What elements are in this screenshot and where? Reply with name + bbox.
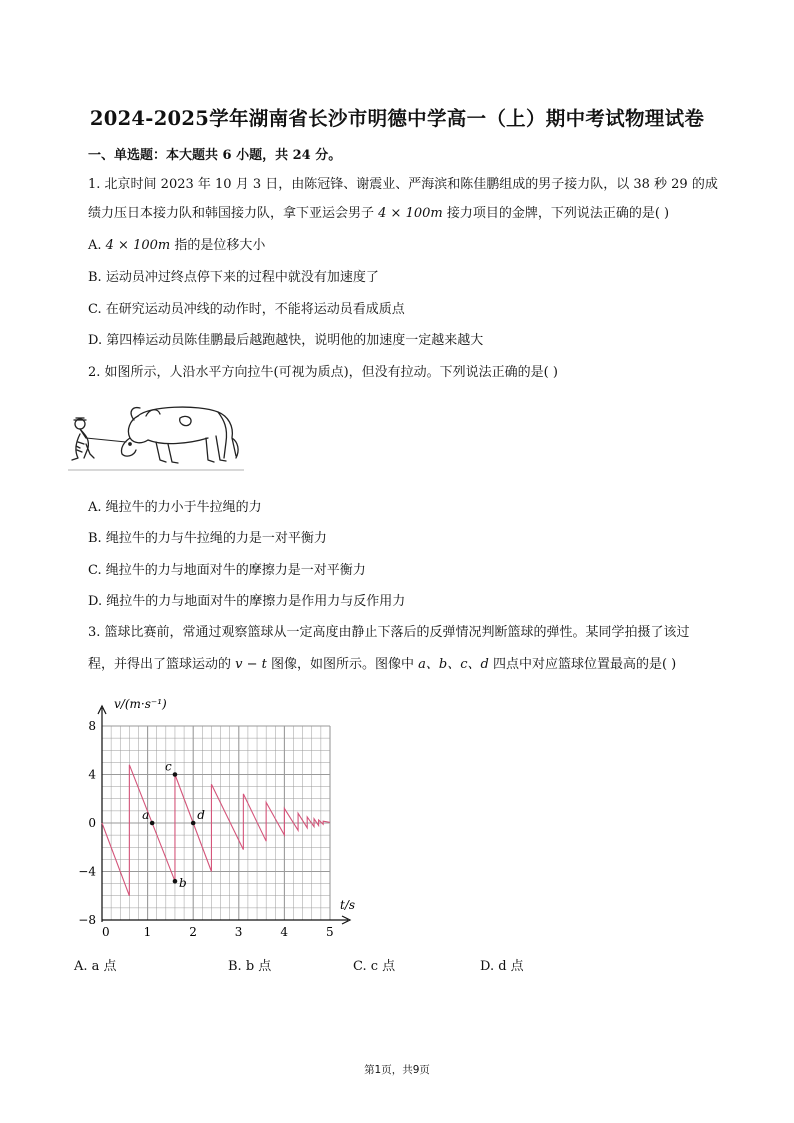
y-tick-label: 0 [88,816,96,830]
man-pulling-cow-illustration [68,398,244,476]
q1-stem-line1: 1. 北京时间 2023 年 10 月 3 日，由陈冠锋、谢震业、严海滨和陈佳鹏组成的男子接力队，以 38 秒 29 的成 [88,177,718,192]
q3-stem-points: a、b、c、d [418,657,489,672]
point-c [173,772,178,777]
point-a [150,821,155,826]
q2-option-c: C. 绳拉牛的力与地面对牛的摩擦力是一对平衡力 [88,563,366,578]
q1-stem-line2 [88,206,669,222]
x-tick-label: 4 [280,925,289,939]
page-footer: 第1页，共9页 [364,1064,430,1076]
q2-stem: 2. 如图所示，人沿水平方向拉牛(可视为质点)，但没有拉动。下列说法正确的是( ) [88,365,558,380]
series-line [102,765,330,896]
chart-y-axis-label: v/(m·s⁻¹) [114,697,167,711]
x-tick-label: 3 [234,925,243,939]
chart-x-axis-label: t/s [340,898,356,912]
point-label-c: c [164,759,172,774]
y-tick-label: −8 [78,913,96,927]
q1-option-a-math: 4 × 100m [105,238,171,253]
section-heading: 一、单选题：本大题共 6 小题，共 24 分。 [88,148,342,163]
q3-stem-line2 [88,657,676,673]
q3-stem-text-mid: 图像，如图所示。图像中 [266,657,419,672]
q2-option-b: B. 绳拉牛的力与牛拉绳的力是一对平衡力 [88,531,327,546]
page-title: 2024-2025学年湖南省长沙市明德中学高一（上）期中考试物理试卷 [89,107,705,130]
q3-stem-text-end: 四点中对应篮球位置最高的是( ) [488,657,677,672]
q1-stem-text: 绩力压日本接力队和韩国接力队，拿下亚运会男子 [88,206,379,221]
point-d [191,821,196,826]
q3-option-d: D. d 点 [480,959,524,974]
y-tick-label: −4 [78,864,96,879]
q3-option-c: C. c 点 [353,959,396,974]
q1-option-a [88,238,265,254]
vt-chart [68,688,358,940]
chart-series [102,765,330,896]
q3-option-a: A. a 点 [74,959,117,974]
q1-stem-text-end: 接力项目的金牌，下列说法正确的是( ) [442,206,670,221]
y-tick-label: 8 [88,719,96,733]
q2-option-a: A. 绳拉牛的力小于牛拉绳的力 [88,500,262,515]
q3-option-b: B. b 点 [228,959,272,974]
point-label-a: a [142,808,150,822]
q2-option-d: D. 绳拉牛的力与地面对牛的摩擦力是作用力与反作用力 [88,594,406,609]
q1-option-a-label: A. [88,238,106,253]
q1-stem-math: 4 × 100m [378,206,443,221]
chart-labeled-points [142,760,205,891]
q1-option-c: C. 在研究运动员冲线的动作时，不能将运动员看成质点 [88,302,405,317]
y-tick-label: 4 [88,767,96,782]
x-tick-label: 0 [102,925,110,939]
point-b [173,879,178,884]
q3-stem-math: v − t [235,657,267,672]
x-tick-label: 1 [143,925,152,939]
x-tick-label: 2 [189,925,197,939]
x-tick-label: 5 [326,925,334,939]
q1-option-a-text: 指的是位移大小 [170,238,266,253]
q3-stem-text: 程，并得出了篮球运动的 [88,657,236,672]
q1-option-b: B. 运动员冲过终点停下来的过程中就没有加速度了 [88,270,379,285]
q1-option-d: D. 第四棒运动员陈佳鹏最后越跑越快，说明他的加速度一定越来越大 [88,333,484,348]
chart-tick-labels [78,719,333,939]
point-label-d: d [197,808,205,822]
chart-axes [98,706,350,924]
point-label-b: b [178,876,187,891]
q3-stem-line1: 3. 篮球比赛前，常通过观察篮球从一定高度由静止下落后的反弹情况判断篮球的弹性。某同学拍摄了该过 [88,625,690,640]
chart-grid-major [102,726,330,920]
